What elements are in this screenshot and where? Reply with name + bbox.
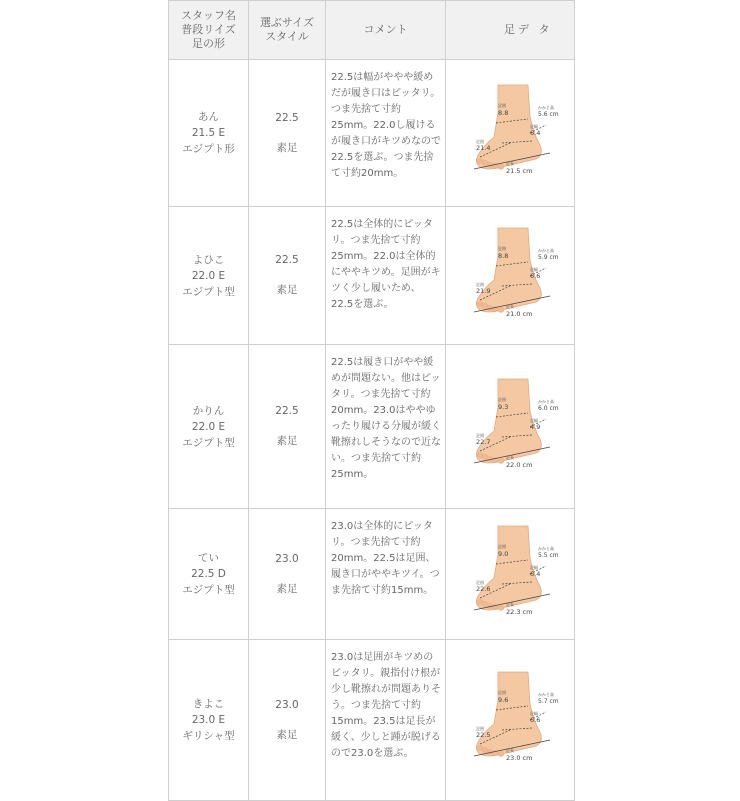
foot-data-cell bbox=[446, 640, 575, 801]
staff-size-table bbox=[168, 0, 575, 801]
chosen-size: 23.0 bbox=[275, 552, 299, 565]
girth-value: 22.7 bbox=[476, 437, 491, 446]
toe-mark bbox=[498, 606, 504, 611]
girth-label: 足囲 bbox=[476, 580, 484, 585]
foot-shape: エジプト型 bbox=[182, 285, 235, 298]
toe-mark bbox=[498, 307, 504, 312]
instep-label: 足囲 bbox=[498, 245, 506, 251]
foot-shape: ギリシャ型 bbox=[182, 730, 235, 742]
staff-cell bbox=[169, 509, 249, 640]
length-value: 23.0 cm bbox=[506, 754, 533, 762]
header-staff: スタッフ名 普段リイズ 足の形 bbox=[169, 1, 249, 60]
foot-diagram bbox=[454, 83, 566, 183]
foot-data-cell bbox=[446, 60, 575, 207]
size-cell bbox=[249, 640, 326, 801]
staff-name: てい bbox=[198, 552, 219, 564]
height-label: かかと高 bbox=[538, 247, 554, 253]
height-value: 6.0 cm bbox=[538, 404, 559, 412]
girth-label: 足囲 bbox=[476, 281, 484, 287]
wear-style: 素足 bbox=[276, 582, 298, 595]
instep-label: 足囲 bbox=[498, 103, 506, 108]
comment-cell: 23.0は足囲がキツめのピッタリ。親指付け根が少し靴擦れが問題ありそう。つま先捨て寸約15mm。23.5は足長が緩く、少しと踵が脱げるので23.0を選ぶ。 bbox=[326, 640, 446, 801]
usual-size: 22.5 D bbox=[191, 568, 226, 580]
wear-style: 素足 bbox=[276, 435, 298, 447]
chosen-size: 22.5 bbox=[275, 405, 299, 417]
height-label: かかと高 bbox=[538, 398, 554, 404]
instep-value: 8.8 bbox=[498, 251, 509, 260]
staff-name: きよこ bbox=[192, 698, 225, 710]
instep-label: 足囲 bbox=[498, 690, 506, 695]
instep-value: 9.3 bbox=[498, 402, 509, 411]
girth-value: 22.6 bbox=[476, 585, 491, 593]
size-cell bbox=[249, 509, 326, 640]
width-value: 6.4 bbox=[530, 570, 541, 578]
width-label: 足幅 bbox=[530, 711, 538, 716]
height-label: かかと高 bbox=[538, 105, 554, 110]
foot-shape: エジプト型 bbox=[182, 436, 235, 449]
instep-label: 足囲 bbox=[498, 544, 506, 549]
width-value: 4.9 bbox=[530, 422, 541, 431]
size-cell bbox=[249, 207, 326, 345]
toe-mark bbox=[498, 458, 504, 463]
instep-label: 足囲 bbox=[498, 396, 506, 402]
width-label: 足幅 bbox=[530, 266, 538, 272]
table-row bbox=[169, 640, 575, 801]
foot-shape: エジプト型 bbox=[182, 584, 235, 596]
usual-size: 23.0 E bbox=[191, 714, 226, 726]
length-value: 22.3 cm bbox=[506, 608, 533, 616]
instep-value: 9.6 bbox=[498, 696, 509, 704]
foot-data-cell bbox=[446, 345, 575, 509]
wear-style: 素足 bbox=[276, 284, 298, 296]
chosen-size: 22.5 bbox=[275, 111, 299, 124]
table-row bbox=[169, 509, 575, 640]
table-row bbox=[169, 60, 575, 207]
foot-data-cell bbox=[446, 207, 575, 345]
foot-shape: エジプト形 bbox=[182, 143, 235, 155]
usual-size: 22.0 E bbox=[191, 420, 226, 433]
comment-cell: 22.5は全体的にピッタリ。つま先捨て寸約25mm。22.0は全体的にややキツめ。足囲がキツく少し履いため、22.5を選ぶ。 bbox=[326, 207, 446, 345]
staff-cell bbox=[169, 60, 249, 207]
girth-label: 足囲 bbox=[476, 432, 484, 438]
staff-cell bbox=[169, 345, 249, 509]
header-size: 選ぶサイズ スタイル bbox=[249, 1, 326, 60]
foot-data-cell bbox=[446, 509, 575, 640]
height-value: 5.9 cm bbox=[538, 253, 559, 261]
length-label: 足長 bbox=[506, 161, 514, 166]
height-label: かかと高 bbox=[538, 692, 554, 697]
chosen-size: 22.5 bbox=[275, 254, 299, 266]
staff-cell bbox=[169, 640, 249, 801]
comment-cell: 23.0は全体的にピッタリ。つま先捨て寸約20mm。22.5は足囲、履き口がややキツイ。つま先捨て寸約15mm。 bbox=[326, 509, 446, 640]
height-label: かかと高 bbox=[538, 546, 554, 551]
girth-value: 21.4 bbox=[476, 144, 491, 152]
length-label: 足長 bbox=[506, 303, 514, 309]
header-comment: コメント bbox=[326, 1, 446, 60]
length-label: 足長 bbox=[506, 602, 514, 607]
height-value: 5.6 cm bbox=[538, 111, 559, 118]
toe-mark bbox=[498, 752, 504, 757]
girth-label: 足囲 bbox=[476, 139, 484, 144]
length-label: 足長 bbox=[506, 748, 514, 753]
comment-cell: 22.5は履き口がやや緩めが問題ない。他はピッタリ。つま先捨て寸約20mm。23.0はややゆったり履ける分履が緩く靴擦れしそうなので近ない。つま先捨て寸約25mm。 bbox=[326, 345, 446, 509]
staff-cell bbox=[169, 207, 249, 345]
toe-mark bbox=[498, 165, 504, 170]
foot-diagram bbox=[454, 226, 566, 326]
staff-name: あん bbox=[198, 111, 219, 123]
height-value: 5.7 cm bbox=[538, 698, 559, 705]
width-value: 6.4 bbox=[530, 129, 541, 137]
header-foot-data: 足デ タ bbox=[446, 1, 575, 60]
size-cell bbox=[249, 345, 326, 509]
size-table-container bbox=[168, 0, 574, 762]
staff-name: よひこ bbox=[192, 253, 225, 266]
size-cell bbox=[249, 60, 326, 207]
width-label: 足幅 bbox=[530, 417, 538, 423]
staff-name: かりん bbox=[192, 404, 225, 417]
length-value: 22.0 cm bbox=[506, 460, 533, 469]
table-row bbox=[169, 207, 575, 345]
girth-value: 22.5 bbox=[476, 731, 491, 739]
comment-cell: 22.5は幅がややや緩めだが履き口はピッタリ。つま先捨て寸約25mm。22.0し履けるが履き口がキツめなので22.5を選ぶ。つま先捨て寸約20mm。 bbox=[326, 60, 446, 207]
width-value: 6.6 bbox=[530, 271, 541, 280]
table-header-row bbox=[169, 1, 575, 60]
wear-style: 素足 bbox=[276, 141, 298, 154]
width-value: 6.6 bbox=[530, 716, 541, 724]
foot-diagram bbox=[454, 524, 566, 624]
foot-diagram bbox=[454, 670, 566, 770]
instep-value: 8.8 bbox=[498, 109, 509, 117]
girth-label: 足囲 bbox=[476, 726, 484, 731]
usual-size: 21.5 E bbox=[191, 127, 226, 139]
length-value: 21.5 cm bbox=[506, 167, 533, 175]
length-value: 21.0 cm bbox=[506, 309, 533, 318]
usual-size: 22.0 E bbox=[191, 269, 226, 282]
length-label: 足長 bbox=[506, 454, 514, 460]
height-value: 5.5 cm bbox=[538, 552, 559, 559]
girth-value: 21.9 bbox=[476, 286, 491, 295]
foot-diagram bbox=[454, 377, 566, 477]
instep-value: 9.0 bbox=[498, 550, 509, 558]
wear-style: 素足 bbox=[276, 728, 298, 741]
width-label: 足幅 bbox=[530, 565, 538, 570]
width-label: 足幅 bbox=[530, 124, 538, 129]
table-row bbox=[169, 345, 575, 509]
chosen-size: 23.0 bbox=[275, 698, 299, 711]
